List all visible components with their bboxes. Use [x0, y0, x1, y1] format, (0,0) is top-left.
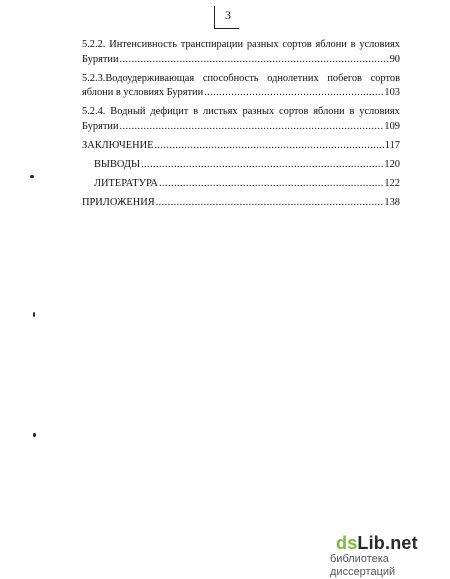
toc-entry-title-line: [82, 38, 400, 53]
toc-entry-page-line: [82, 86, 400, 101]
toc-entry-5-2-2: [82, 38, 400, 67]
toc-section-label: ПРИЛОЖЕНИЯ: [82, 196, 155, 208]
dslib-watermark: [330, 533, 450, 579]
scan-speck: [33, 312, 35, 317]
toc-word: побегов: [327, 72, 362, 84]
toc-leader-dots: [141, 158, 383, 173]
toc-word: 5.2.4.: [82, 106, 106, 117]
toc-word: транспирации: [180, 39, 244, 50]
toc-section-label: ВЫВОДЫ: [94, 158, 141, 170]
toc-leader-dots: [204, 86, 383, 101]
toc-word: Водный: [110, 106, 146, 117]
toc-word: в: [350, 39, 356, 50]
scan-speck: [30, 175, 34, 178]
toc-word: яблони: [315, 39, 347, 50]
toc-entry-label: Бурятии: [82, 120, 119, 132]
toc-section-conclusion: [82, 139, 400, 154]
toc-entry-title-line: [82, 105, 400, 120]
toc-page-number: 138: [384, 196, 400, 208]
toc-word: разных: [246, 39, 279, 50]
toc-word: способность: [202, 72, 259, 84]
toc-entry-page-line: [82, 53, 400, 68]
toc-leader-dots: [154, 139, 383, 154]
toc-word: дефицит: [150, 106, 189, 117]
toc-word: в: [193, 106, 199, 117]
toc-word: сортов: [282, 39, 312, 50]
toc-entry-5-2-4: [82, 105, 400, 134]
toc-word: 5.2.3.Водоудерживающая: [82, 72, 195, 84]
toc-leader-dots: [159, 177, 383, 192]
toc-word: сортов: [279, 106, 309, 117]
toc-page-number: 120: [384, 158, 400, 170]
toc-section-appendices: [82, 196, 400, 211]
toc-entry-5-2-3: [82, 72, 400, 101]
toc-word: условиях: [359, 106, 400, 117]
toc-word: 5.2.2.: [82, 39, 106, 50]
dslib-logo: [336, 533, 450, 553]
dslib-subtitle: библиотека диссертаций: [330, 553, 396, 578]
toc-word: разных: [242, 106, 275, 117]
toc-word: сортов: [370, 72, 400, 84]
toc-page-number: 122: [384, 177, 400, 189]
toc-page-number: 117: [384, 139, 400, 151]
toc-leader-dots: [156, 196, 384, 211]
toc-entry-title-line: [82, 72, 400, 87]
toc-word: однолетних: [267, 72, 319, 84]
toc-entry-page-line: [82, 120, 400, 135]
table-of-contents: [82, 38, 400, 215]
toc-entry-label: Бурятии: [82, 53, 119, 65]
toc-leader-dots: [120, 120, 384, 135]
toc-word: в: [349, 106, 355, 117]
toc-word: яблони: [313, 106, 345, 117]
logo-prefix: ds: [336, 533, 358, 553]
toc-word: условиях: [359, 39, 400, 50]
toc-section-label: ЛИТЕРАТУРА: [94, 177, 158, 189]
logo-suffix: Lib.net: [357, 533, 418, 553]
scan-speck: [33, 433, 36, 437]
toc-section-findings: [82, 158, 400, 173]
toc-section-label: ЗАКЛЮЧЕНИЕ: [82, 139, 154, 151]
toc-page-number: 90: [389, 53, 400, 65]
toc-word: листьях: [203, 106, 238, 117]
toc-leader-dots: [120, 53, 389, 68]
toc-page-number: 109: [384, 120, 400, 132]
toc-word: Интенсивность: [109, 39, 177, 50]
toc-page-number: 103: [384, 87, 400, 98]
toc-section-literature: [82, 177, 400, 192]
page-number: 3: [225, 8, 231, 22]
toc-entry-label: яблони в условиях Бурятии: [82, 87, 204, 98]
